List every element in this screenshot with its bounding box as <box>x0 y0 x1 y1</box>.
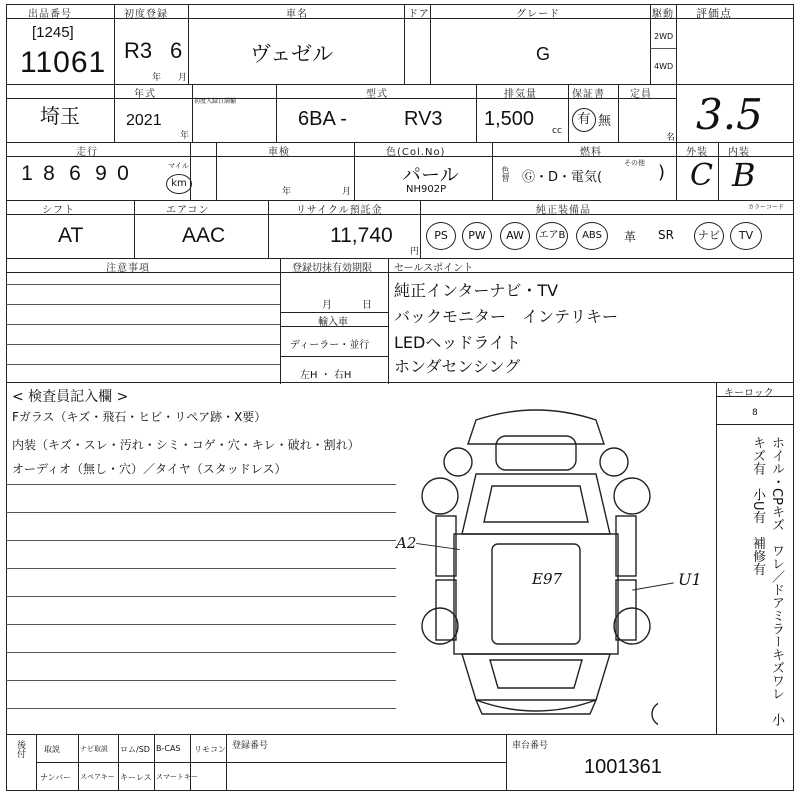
col-line <box>718 142 719 200</box>
col-line <box>216 142 217 200</box>
rule <box>6 324 280 325</box>
equipment-label: PS <box>434 229 448 242</box>
mileage-digit: 1 <box>21 162 33 185</box>
header-recycle: リサイクル預託金 <box>296 205 383 216</box>
equipment-label: AW <box>506 229 524 242</box>
rule <box>6 652 396 653</box>
col-line <box>154 734 155 790</box>
car-rear-window <box>490 660 582 688</box>
mirror-left <box>444 448 472 476</box>
import-label: 輸入車 <box>318 317 348 328</box>
footer-aftermarket: 後付 <box>15 740 25 758</box>
frame-right <box>793 4 794 790</box>
col-line <box>188 4 189 84</box>
header-capacity: 定員 <box>630 89 652 100</box>
header-sales-points: セールスポイント <box>394 263 474 274</box>
reg-month-unit: 月 <box>322 300 332 311</box>
footer-bcas: B-CAS <box>156 744 181 753</box>
equipment-navi <box>694 222 724 250</box>
mileage-digits <box>16 162 134 186</box>
rule <box>6 304 280 305</box>
col-line <box>78 734 79 790</box>
equipment-label: TV <box>738 229 754 242</box>
col-line <box>420 200 421 258</box>
rule <box>6 596 396 597</box>
wheel-front-left <box>422 478 458 514</box>
equipment-label: ナビ <box>698 229 720 242</box>
header-interior: 内装 <box>728 147 750 158</box>
car-name: ヴェゼル <box>250 42 334 66</box>
header-color: 色(Col.No) <box>386 147 446 158</box>
col-line <box>568 84 569 142</box>
rule <box>6 512 396 513</box>
col-line <box>430 4 431 84</box>
reg-month-unit: 月 <box>178 73 188 83</box>
drive-divider <box>650 48 676 49</box>
rule <box>6 540 396 541</box>
rule <box>6 708 396 709</box>
lot-bracket-number: [1245] <box>32 24 74 41</box>
frame-bottom <box>6 790 794 791</box>
header-car-name: 車名 <box>286 9 308 20</box>
header-key-lock: キーロック <box>724 388 774 399</box>
equipment-abs <box>576 222 608 250</box>
warranty-yes-circle <box>572 108 596 132</box>
header-auction-no: 出品番号 <box>28 9 72 20</box>
model-year-unit: 年 <box>180 131 190 141</box>
handle-position: 左H ・ 右H <box>300 370 352 381</box>
inspector-audio-tires: オーディオ（無し・穴）／タイヤ（スタッドレス） <box>12 462 287 476</box>
equipment-ps <box>426 222 456 250</box>
footer-remote: リモコン <box>194 745 226 754</box>
col-line <box>268 200 269 258</box>
col-line <box>190 142 191 200</box>
mile-label: マイル <box>168 162 189 170</box>
auction-sheet <box>6 4 794 794</box>
displacement: 1,500 <box>484 108 535 130</box>
col-line <box>226 734 227 790</box>
color-code: NH902P <box>406 184 447 195</box>
sales-point-4: ホンダセンシング <box>394 357 521 376</box>
car-roof <box>492 544 580 644</box>
damage-u1: U1 <box>678 570 702 589</box>
drive-4wd: 4WD <box>654 62 674 71</box>
footer-reg-no-label: 登録番号 <box>232 741 269 751</box>
header-grade: グレード <box>516 9 560 20</box>
col-line <box>388 258 389 384</box>
capacity-unit: 名 <box>666 133 676 143</box>
rule <box>6 568 396 569</box>
row-line <box>716 424 794 425</box>
type-code: RV3 <box>404 108 443 130</box>
grade: G <box>536 44 551 64</box>
row-line <box>6 214 794 215</box>
interior-grade: B <box>732 156 756 194</box>
header-reg-expiry: 登録切抹有効期限 <box>292 263 372 274</box>
col-line <box>280 258 281 384</box>
aircon-value: AAC <box>182 224 226 247</box>
rule <box>6 624 396 625</box>
car-front-bumper <box>468 410 604 444</box>
header-model-year-sub: 初度入録日満輸 <box>194 98 237 105</box>
rule <box>6 484 396 485</box>
header-exterior: 外装 <box>686 147 708 158</box>
inspector-windshield: Fガラス（キズ・飛石・ヒビ・リペア跡・X要） <box>12 410 267 424</box>
spare-wheel <box>652 702 658 726</box>
row-line <box>280 356 388 357</box>
header-score: 評価点 <box>696 7 732 20</box>
car-rear <box>462 654 610 700</box>
color-change-label: 色替 <box>501 166 510 182</box>
col-line <box>36 734 37 790</box>
chassis-number: 1001361 <box>584 756 662 778</box>
km-label: km <box>171 178 187 189</box>
exterior-grade: C <box>690 158 713 193</box>
mileage-digit: 0 <box>117 162 129 185</box>
col-line <box>404 4 405 84</box>
prefecture: 埼玉 <box>40 104 80 128</box>
col-line <box>650 4 651 84</box>
mirror-right <box>600 448 628 476</box>
row-line <box>6 200 794 201</box>
rule <box>6 284 280 285</box>
score-value: 3.5 <box>696 90 763 139</box>
frame-left <box>6 4 7 790</box>
mileage-digit: 6 <box>69 162 81 185</box>
model-year: 2021 <box>126 112 162 129</box>
warranty-yes: 有 <box>577 112 591 127</box>
shift-value: AT <box>58 224 84 247</box>
sales-point-2: バックモニター インテリキー <box>394 307 619 326</box>
col-line <box>134 200 135 258</box>
header-inspection: 車検 <box>268 147 290 158</box>
mileage-digit: 9 <box>95 162 107 185</box>
col-line <box>618 84 619 142</box>
reg-month: 6 <box>170 38 183 63</box>
inspection-year-unit: 年 <box>282 187 292 197</box>
cc-unit: cc <box>552 126 562 136</box>
header-doors: ドア <box>408 9 430 20</box>
col-line <box>192 84 193 142</box>
damage-e97: E97 <box>532 570 563 588</box>
color-name: パール <box>402 164 459 186</box>
fuel-close: ) <box>658 162 666 183</box>
equipment-leather: 革 <box>624 230 637 244</box>
fuel-other: その他 <box>624 159 645 167</box>
car-diagram <box>414 404 658 728</box>
col-line <box>676 4 677 156</box>
damage-a2: A2 <box>396 534 417 552</box>
col-line <box>354 142 355 200</box>
fuel-options: Ⓖ・D・電気( <box>522 170 603 185</box>
footer-keyless: キーレス <box>120 773 152 782</box>
header-aircon: エアコン <box>166 205 210 216</box>
reg-era: R3 <box>124 38 153 63</box>
equipment-label: ABS <box>582 230 602 241</box>
header-colorless: カラーコード <box>748 204 785 211</box>
import-value: ディーラー・並行 <box>290 340 370 351</box>
footer-navi-manual: ナビ取説 <box>80 745 108 753</box>
col-line <box>506 734 507 790</box>
lot-number: 11061 <box>20 46 107 79</box>
recycle-unit: 円 <box>410 247 420 257</box>
header-type: 型式 <box>366 89 388 100</box>
header-first-reg: 初度登録 <box>124 9 168 20</box>
rule <box>6 364 280 365</box>
wheel-rear-right <box>614 608 650 644</box>
km-circle <box>166 174 192 194</box>
col-line <box>114 84 115 142</box>
door-rear-left <box>436 580 456 640</box>
header-fuel: 燃料 <box>580 147 602 158</box>
col-line <box>118 734 119 790</box>
inspection-month-unit: 月 <box>342 187 352 197</box>
header-warranty: 保証書 <box>572 89 605 100</box>
rule <box>6 344 280 345</box>
wheel-rear-left <box>422 608 458 644</box>
car-windshield-area <box>462 474 610 534</box>
header-drive: 駆動 <box>652 9 674 20</box>
sales-point-1: 純正インターナビ・TV <box>394 281 559 300</box>
col-line <box>276 84 277 142</box>
header-model-year: 年式 <box>134 89 156 100</box>
equipment-label: エアB <box>538 230 566 241</box>
header-shift: シフト <box>42 205 75 216</box>
footer-spare-key: スペアキー <box>80 773 115 781</box>
footer-number: ナンバー <box>40 773 72 782</box>
car-hood <box>496 436 576 470</box>
col-line <box>676 156 677 200</box>
col-line <box>716 382 717 734</box>
header-caution: 注意事項 <box>106 263 150 274</box>
equipment-aw <box>500 222 530 250</box>
equipment-sunroof: SR <box>658 228 674 242</box>
warranty-no: 無 <box>598 114 612 129</box>
car-windshield <box>484 486 588 522</box>
reg-year-unit: 年 <box>152 73 162 83</box>
mileage-digit: 8 <box>43 162 55 185</box>
row-line <box>6 382 794 383</box>
inspector-interior: 内装（キズ・スレ・汚れ・シミ・コゲ・穴・キレ・破れ・割れ） <box>12 438 360 452</box>
footer-manual: 取説 <box>44 745 60 754</box>
footer-rom-sd: ロム/SD <box>120 745 150 754</box>
side-note: ホイル・CPキズ ワレ／ドアミラーキズワレ 小キズ有 小U有 補修有 <box>750 436 784 726</box>
car-body-side <box>454 534 618 654</box>
type-prefix: 6BA - <box>298 108 347 130</box>
car-rear-bumper <box>476 700 596 714</box>
footer-smart-key: スマートキー <box>156 773 198 781</box>
col-line <box>492 142 493 200</box>
drive-2wd: 2WD <box>654 32 674 41</box>
rule <box>6 680 396 681</box>
col-line <box>476 84 477 142</box>
reg-day-unit: 日 <box>362 300 372 311</box>
header-equipment: 純正装備品 <box>536 205 591 216</box>
inspector-notes-title: < 検査員記入欄 > <box>12 389 129 405</box>
recycle-value: 11,740 <box>330 224 393 247</box>
row-line <box>6 734 794 735</box>
sales-point-3: LEDヘッドライト <box>394 333 521 352</box>
footer-chassis-label: 車台番号 <box>512 741 549 751</box>
row-line <box>36 762 506 763</box>
col-line <box>114 4 115 84</box>
wheel-front-right <box>614 478 650 514</box>
equipment-label: PW <box>468 229 486 242</box>
header-mileage: 走行 <box>76 147 98 158</box>
door-front-right <box>616 516 636 576</box>
equipment-tv <box>730 222 762 250</box>
key-lock-value: 8 <box>752 408 758 418</box>
header-displacement: 排気量 <box>504 89 537 100</box>
equipment-pw <box>462 222 492 250</box>
equipment-airbag <box>536 222 568 250</box>
